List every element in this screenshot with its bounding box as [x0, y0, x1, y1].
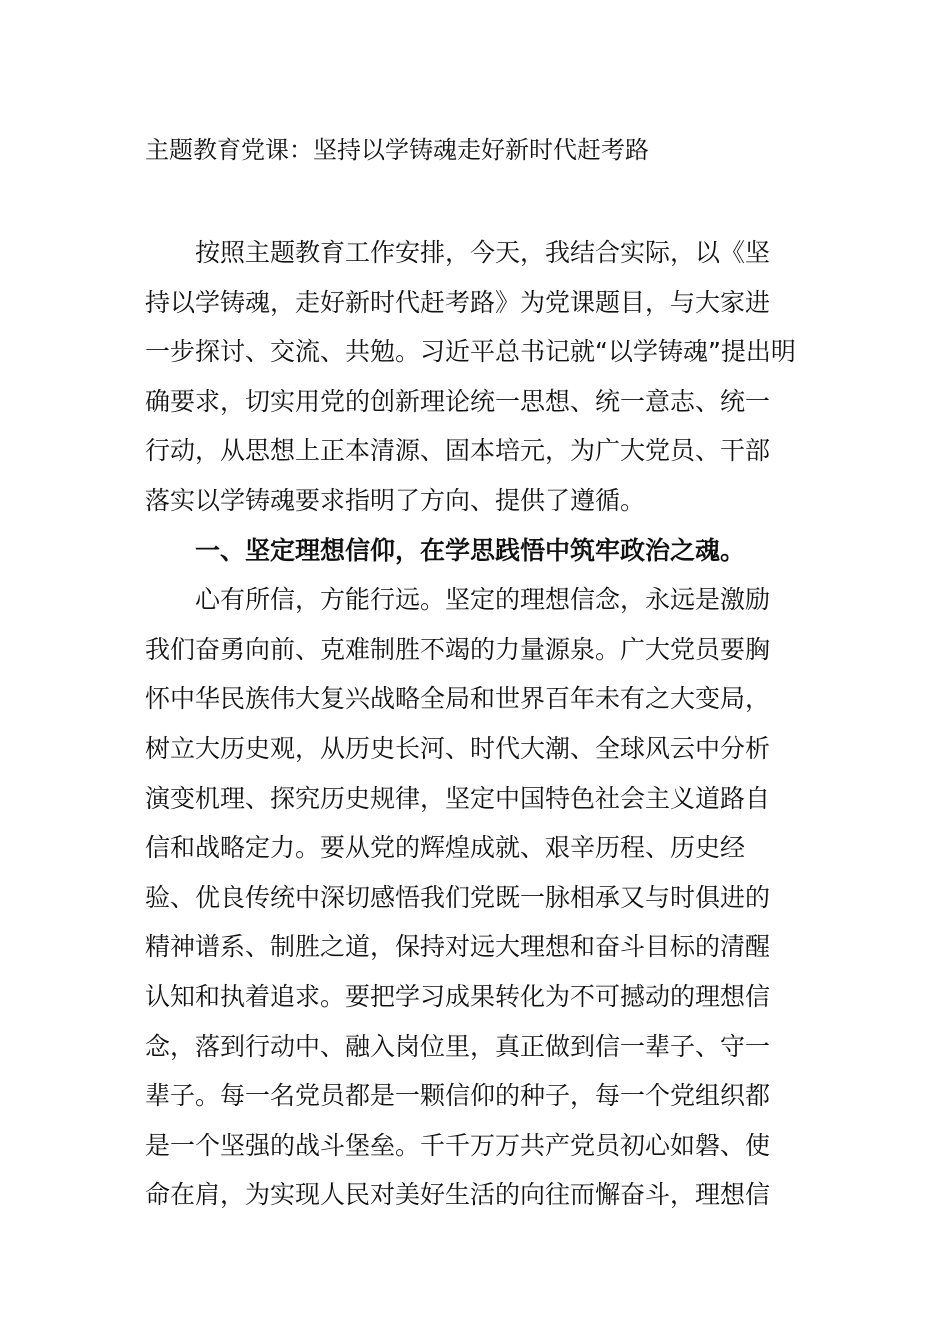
section-heading: 一、坚定理想信仰，在学思践悟中筑牢政治之魂。: [195, 535, 746, 565]
paragraph-line: 命在肩，为实现人民对美好生活的向往而懈奋斗，理想信: [145, 1180, 771, 1210]
paragraph-line: 演变机理、探究历史规律，坚定中国特色社会主义道路自: [145, 783, 771, 813]
paragraph-line: 精神谱系、制胜之道，保持对远大理想和奋斗目标的清醒: [145, 932, 771, 962]
paragraph-line: 怀中华民族伟大复兴战略全局和世界百年未有之大变局，: [145, 684, 771, 714]
paragraph-line: 一步探讨、交流、共勉。习近平总书记就“以学铸魂”提出明: [145, 337, 796, 367]
paragraph-line: 心有所信，方能行远。坚定的理想信念，永远是激励: [195, 585, 771, 615]
paragraph-line: 我们奋勇向前、克难制胜不竭的力量源泉。广大党员要胸: [145, 634, 771, 664]
paragraph-line: 辈子。每一名党员都是一颗信仰的种子，每一个党组织都: [145, 1081, 771, 1111]
paragraph-line: 认知和执着追求。要把学习成果转化为不可撼动的理想信: [145, 981, 771, 1011]
paragraph-line: 确要求，切实用党的创新理论统一思想、统一意志、统一: [145, 386, 771, 416]
paragraph-line: 持以学铸魂，走好新时代赶考路》为党课题目，与大家进: [145, 287, 771, 317]
paragraph-line: 是一个坚强的战斗堡垒。千千万万共产党员初心如磐、使: [145, 1130, 771, 1160]
paragraph-line: 行动，从思想上正本清源、固本培元，为广大党员、干部: [145, 436, 771, 466]
document-title: 主题教育党课：坚持以学铸魂走好新时代赶考路: [145, 136, 649, 164]
paragraph-line: 信和战略定力。要从党的辉煌成就、艰辛历程、历史经: [145, 833, 746, 863]
paragraph-line: 按照主题教育工作安排，今天，我结合实际，以《坚: [195, 238, 771, 267]
paragraph-line: 念，落到行动中、融入岗位里，真正做到信一辈子、守一: [145, 1031, 771, 1061]
paragraph-line: 树立大历史观，从历史长河、时代大潮、全球风云中分析: [145, 733, 771, 763]
paragraph-line: 验、优良传统中深切感悟我们党既一脉相承又与时俱进的: [145, 882, 771, 912]
paragraph-line: 落实以学铸魂要求指明了方向、提供了遵循。: [145, 485, 646, 515]
document-body: [145, 228, 807, 1220]
